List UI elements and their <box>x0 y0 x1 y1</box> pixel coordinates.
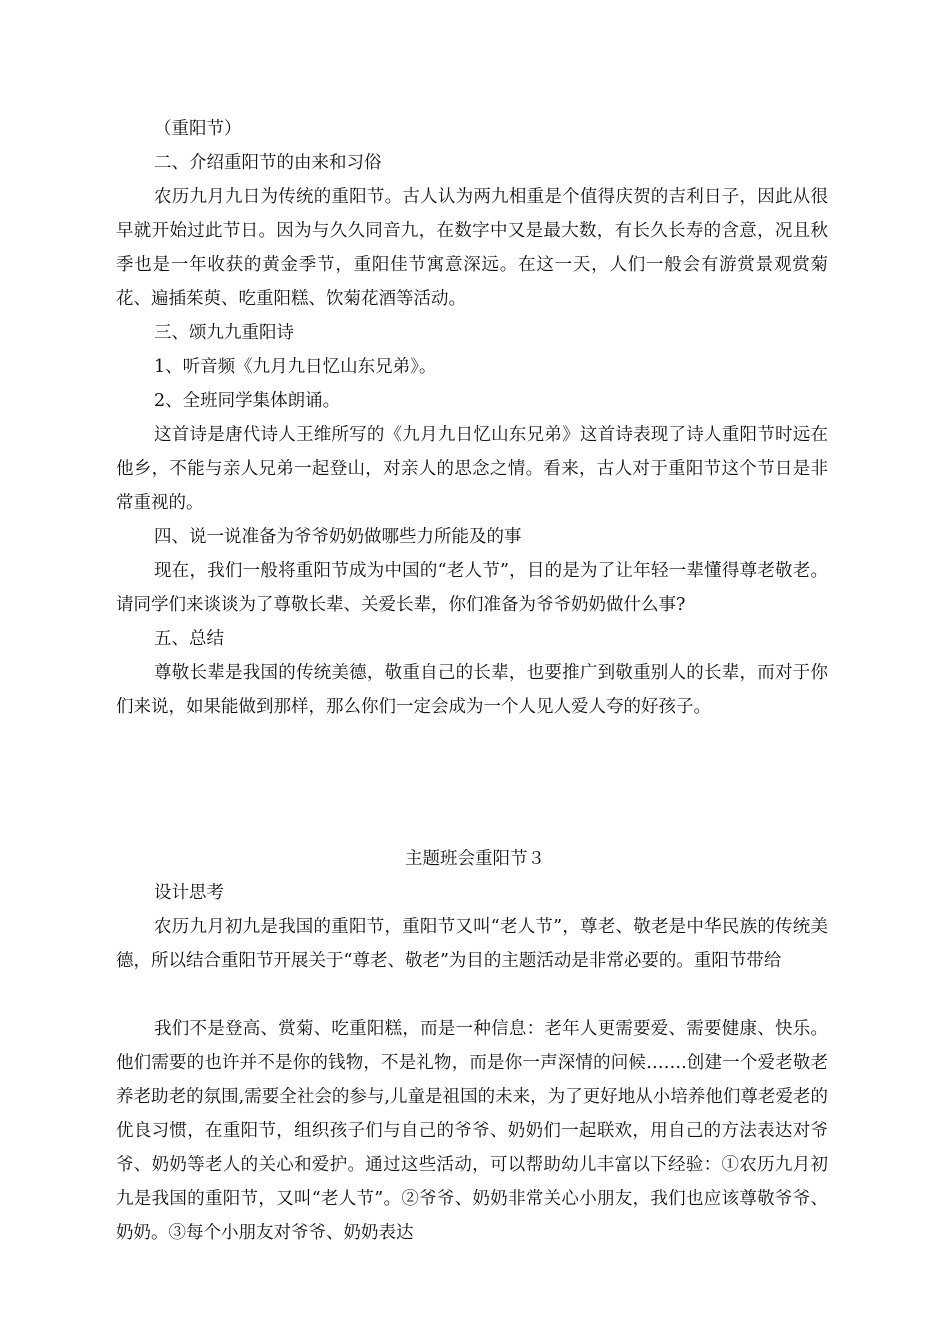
paragraph-origin-text: 农历九月九日为传统的重阳节。古人认为两九相重是个值得庆贺的吉利日子，因此从很早就开始过此节日。因为与久久同音九，在数字中又是最大数，有长久长寿的含意，况且秋季也是一年收获的黄金季节，重阳佳节寓意深远。在这一天，人们一般会有游赏景观赏菊花、遍插茱萸、吃重阳糕、饮菊花酒等活动。 <box>116 187 828 309</box>
paragraph-design-intro <box>116 910 828 978</box>
paragraph-design-detail-text: 我们不是登高、赏菊、吃重阳糕，而是一种信息：老年人更需要爱、需要健康、快乐。他们需要的也许并不是你的钱物，不是礼物，而是你一声深情的问候…….创建一个爱老敬老养老助老的氛围,需要全社会的参与,儿童是祖国的未来，为了更好地从小培养他们尊老爱老的优良习惯，在重阳节，组织孩子们与自己的爷爷、奶奶们一起联欢，用自己的方法表达对爷爷、奶奶等老人的关心和爱护。通过这些活动，可以帮助幼儿丰富以下经验：①农历九月初九是我国的重阳节，又叫“老人节”。②爷爷、奶奶非常关心小朋友，我们也应该尊敬爷爷、奶奶。③每个小朋友对爷爷、奶奶表达 <box>116 1019 828 1243</box>
paragraph-poem-text: 这首诗是唐代诗人王维所写的《九月九日忆山东兄弟》这首诗表现了诗人重阳节时远在他乡，不能与亲人兄弟一起登山，对亲人的思念之情。看来，古人对于重阳节这个节日是非常重视的。 <box>116 425 828 513</box>
paragraph-festival-note: （重阳节） <box>154 119 242 139</box>
paragraph-design-intro-text: 农历九月初九是我国的重阳节，重阳节又叫“老人节”，尊老、敬老是中华民族的传统美德，所以结合重阳节开展关于“尊老、敬老”为目的主题活动是非常必要的。重阳节带给 <box>116 917 828 971</box>
paragraph-discuss-text: 现在，我们一般将重阳节成为中国的“老人节”，目的是为了让年轻一辈懂得尊老敬老。请同学们来谈谈为了尊敬长辈、关爱长辈，你们准备为爷爷奶奶做什么事? <box>116 561 828 615</box>
page-title: 主题班会重阳节３ <box>405 849 545 869</box>
section-heading-design: 设计思考 <box>154 883 224 903</box>
step-recite: 2、全班同学集体朗诵。 <box>154 391 341 411</box>
paragraph-design-detail <box>116 1012 828 1250</box>
section-heading-discuss: 四、说一说准备为爷爷奶奶做哪些力所能及的事 <box>154 527 522 547</box>
section-heading-poem: 三、颂九九重阳诗 <box>154 323 294 343</box>
paragraph-discuss <box>116 554 828 622</box>
section-heading-summary: 五、总结 <box>154 629 224 649</box>
paragraph-origin <box>116 180 828 316</box>
step-listen-audio: 1、听音频《九月九日忆山东兄弟》。 <box>154 357 437 377</box>
paragraph-summary-text: 尊敬长辈是我国的传统美德，敬重自己的长辈，也要推广到敬重别人的长辈，而对于你们来说，如果能做到那样，那么你们一定会成为一个人见人爱人夸的好孩子。 <box>116 663 828 717</box>
paragraph-poem <box>116 418 828 520</box>
section-heading-origin: 二、介绍重阳节的由来和习俗 <box>154 153 382 173</box>
paragraph-summary <box>116 656 828 724</box>
